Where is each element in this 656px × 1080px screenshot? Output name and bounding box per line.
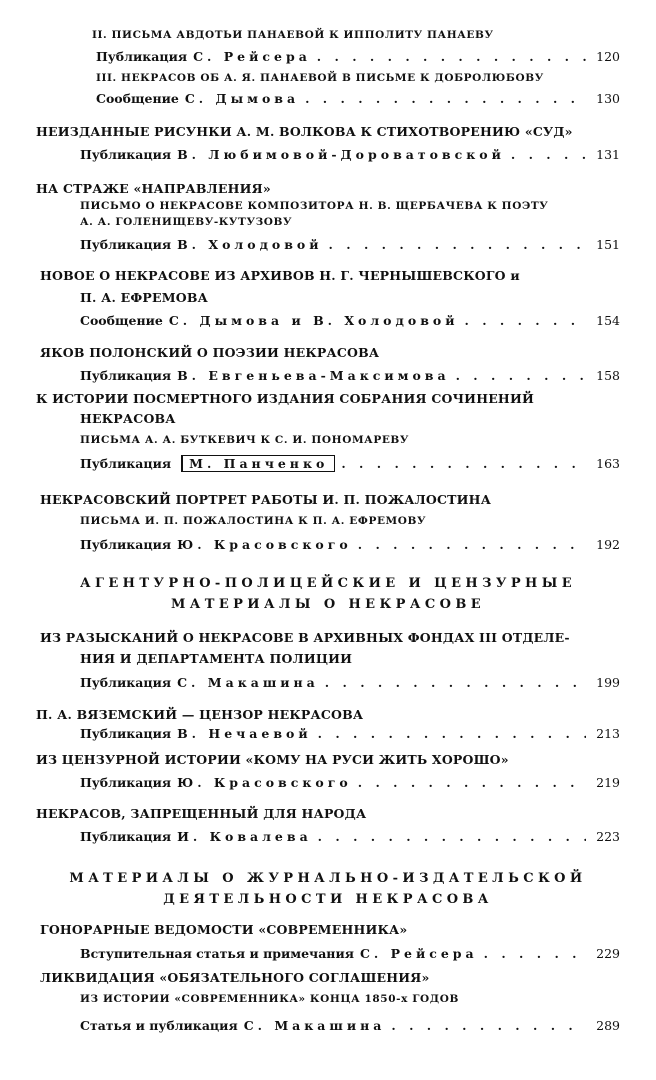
credit-role: Публикация xyxy=(80,537,172,552)
entry-title: НЕКРАСОВСКИЙ ПОРТРЕТ РАБОТЫ И. П. ПОЖАЛОСТИНА xyxy=(40,492,492,507)
entry-credit xyxy=(80,675,620,690)
entry-subtitle: ПИСЬМА И. П. ПОЖАЛОСТИНА К П. А. ЕФРЕМОВУ xyxy=(80,515,427,527)
entry-title: П. А. ВЯЗЕМСКИЙ — ЦЕНЗОР НЕКРАСОВА xyxy=(36,707,364,722)
entry-title: НЕИЗДАННЫЕ РИСУНКИ А. М. ВОЛКОВА К СТИХОТВОРЕНИЮ «СУД» xyxy=(36,124,573,139)
credit-author: В. Нечаевой xyxy=(177,726,312,741)
credit-role: Сообщение xyxy=(96,91,179,106)
entry-subtitle: А. А. ГОЛЕНИЩЕВУ-КУТУЗОВУ xyxy=(80,216,293,228)
credit-role: Публикация xyxy=(80,147,172,162)
leader-dots xyxy=(318,726,586,741)
section-heading: ДЕЯТЕЛЬНОСТИ НЕКРАСОВА xyxy=(163,892,493,907)
credit-role: Публикация xyxy=(80,237,172,252)
entry-credit xyxy=(96,91,620,106)
section-heading: МАТЕРИАЛЫ О ЖУРНАЛЬНО-ИЗДАТЕЛЬСКОЙ xyxy=(69,871,587,886)
page-number: 192 xyxy=(596,537,620,552)
credit-author: В. Холодовой xyxy=(177,237,323,252)
credit-author: С. Рейсера xyxy=(193,49,311,64)
credit-author: С. Дымова и В. Холодовой xyxy=(168,313,459,328)
credit-role: Статья и публикация xyxy=(80,1018,238,1033)
entry-credit xyxy=(80,368,620,383)
page-number: 131 xyxy=(596,147,620,162)
leader-dots xyxy=(511,147,586,162)
credit-role: Публикация xyxy=(96,49,188,64)
page-number: 213 xyxy=(596,726,620,741)
entry-credit xyxy=(80,456,620,471)
entry-title: II. ПИСЬМА АВДОТЬИ ПАНАЕВОЙ К ИППОЛИТУ ПАНАЕВУ xyxy=(92,29,494,41)
leader-dots xyxy=(484,946,586,961)
credit-author: С. Рейсера xyxy=(359,946,478,961)
entry-title: НЕКРАСОВА xyxy=(80,411,176,426)
entry-subtitle: ПИСЬМО О НЕКРАСОВЕ КОМПОЗИТОРА Н. В. ЩЕРБАЧЕВА К ПОЭТУ xyxy=(80,200,549,212)
leader-dots xyxy=(325,675,586,690)
leader-dots xyxy=(317,49,586,64)
entry-subtitle: ИЗ ИСТОРИИ «СОВРЕМЕННИКА» КОНЦА 1850-х ГОДОВ xyxy=(80,993,459,1005)
page-number: 120 xyxy=(596,49,620,64)
credit-author-boxed: М. Панченко xyxy=(181,455,335,472)
credit-role: Публикация xyxy=(80,775,172,790)
page-number: 223 xyxy=(596,829,620,844)
entry-credit xyxy=(80,726,620,741)
credit-author: Ю. Красовского xyxy=(177,775,352,790)
credit-author: В. Любимовой-Дороватовской xyxy=(177,147,505,162)
entry-title: ИЗ РАЗЫСКАНИЙ О НЕКРАСОВЕ В АРХИВНЫХ ФОНДАХ III ОТДЕЛЕ- xyxy=(40,630,570,645)
entry-title: НЕКРАСОВ, ЗАПРЕЩЕННЫЙ ДЛЯ НАРОДА xyxy=(36,806,367,821)
credit-role: Публикация xyxy=(80,726,172,741)
credit-role: Сообщение xyxy=(80,313,163,328)
page-number: 130 xyxy=(596,91,620,106)
leader-dots xyxy=(318,829,586,844)
section-heading: МАТЕРИАЛЫ О НЕКРАСОВЕ xyxy=(170,597,486,612)
credit-role: Публикация xyxy=(80,368,172,383)
entry-title: ИЗ ЦЕНЗУРНОЙ ИСТОРИИ «КОМУ НА РУСИ ЖИТЬ ХОРОШО» xyxy=(36,752,509,767)
credit-role: Публикация xyxy=(80,456,172,471)
entry-credit xyxy=(96,49,620,64)
entry-title: III. НЕКРАСОВ ОБ А. Я. ПАНАЕВОЙ В ПИСЬМЕ К ДОБРОЛЮБОВУ xyxy=(96,72,544,84)
leader-dots xyxy=(464,313,586,328)
credit-author: С. Макашина xyxy=(243,1018,386,1033)
entry-credit xyxy=(80,1018,620,1033)
entry-credit xyxy=(80,313,620,328)
entry-credit xyxy=(80,829,620,844)
credit-author: Ю. Красовского xyxy=(177,537,352,552)
leader-dots xyxy=(329,237,586,252)
credit-author: С. Дымова xyxy=(184,91,300,106)
section-heading: АГЕНТУРНО-ПОЛИЦЕЙСКИЕ И ЦЕНЗУРНЫЕ xyxy=(79,576,577,591)
credit-role: Вступительная статья и примечания xyxy=(80,946,354,961)
entry-credit xyxy=(80,237,620,252)
entry-title: ЛИКВИДАЦИЯ «ОБЯЗАТЕЛЬНОГО СОГЛАШЕНИЯ» xyxy=(40,970,430,985)
credit-role: Публикация xyxy=(80,675,172,690)
entry-title: ГОНОРАРНЫЕ ВЕДОМОСТИ «СОВРЕМЕННИКА» xyxy=(40,922,408,937)
credit-author: И. Ковалева xyxy=(177,829,312,844)
page-number: 154 xyxy=(596,313,620,328)
page-number: 229 xyxy=(596,946,620,961)
page-number: 151 xyxy=(596,237,620,252)
entry-credit xyxy=(80,775,620,790)
entry-credit xyxy=(80,147,620,162)
page-number: 219 xyxy=(596,775,620,790)
entry-title: ЯКОВ ПОЛОНСКИЙ О ПОЭЗИИ НЕКРАСОВА xyxy=(40,345,380,360)
entry-title: НОВОЕ О НЕКРАСОВЕ ИЗ АРХИВОВ Н. Г. ЧЕРНЫШЕВСКОГО и xyxy=(40,268,520,283)
page-number: 289 xyxy=(596,1018,620,1033)
entry-title: НА СТРАЖЕ «НАПРАВЛЕНИЯ» xyxy=(36,181,271,196)
leader-dots xyxy=(305,91,586,106)
leader-dots xyxy=(358,775,586,790)
entry-title: НИЯ И ДЕПАРТАМЕНТА ПОЛИЦИИ xyxy=(80,651,353,666)
entry-subtitle: ПИСЬМА А. А. БУТКЕВИЧ К С. И. ПОНОМАРЕВУ xyxy=(80,434,410,446)
credit-role: Публикация xyxy=(80,829,172,844)
leader-dots xyxy=(391,1018,586,1033)
page-number: 163 xyxy=(596,456,620,471)
leader-dots xyxy=(341,456,586,471)
entry-title: К ИСТОРИИ ПОСМЕРТНОГО ИЗДАНИЯ СОБРАНИЯ СОЧИНЕНИЙ xyxy=(36,391,534,406)
entry-credit xyxy=(80,946,620,961)
page-number: 158 xyxy=(596,368,620,383)
leader-dots xyxy=(456,368,586,383)
credit-author: С. Макашина xyxy=(177,675,319,690)
credit-author: В. Евгеньева-Максимова xyxy=(177,368,450,383)
entry-title: П. А. ЕФРЕМОВА xyxy=(80,290,208,305)
page-number: 199 xyxy=(596,675,620,690)
entry-credit xyxy=(80,537,620,552)
leader-dots xyxy=(358,537,586,552)
